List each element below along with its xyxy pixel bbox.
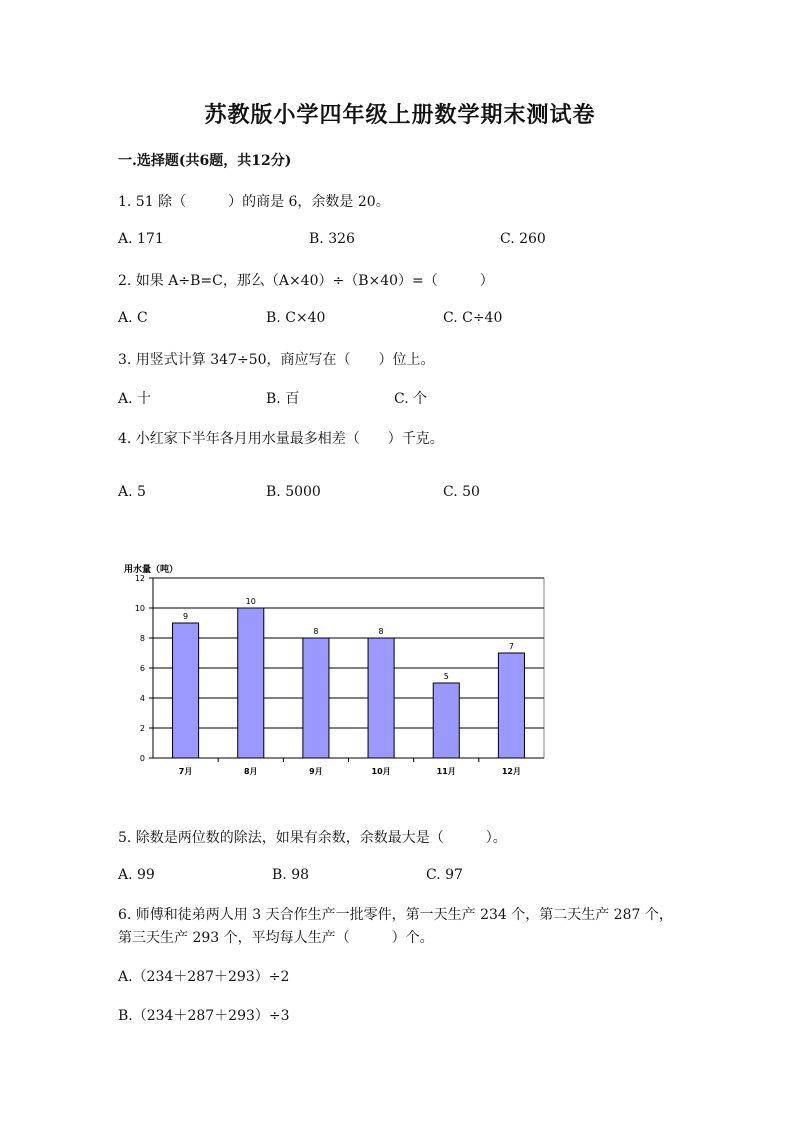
q5-option-b: B. 98 (272, 867, 310, 883)
chart-y-tick-label: 6 (139, 664, 145, 673)
chart-y-tick-label: 8 (139, 634, 145, 643)
chart-bar (368, 638, 394, 758)
q4-option-b: B. 5000 (266, 484, 321, 500)
question-1: 1. 51 除（ ）的商是 6，余数是 20。 (118, 194, 390, 210)
chart-x-tick-label: 10月 (371, 767, 391, 776)
question-3: 3. 用竖式计算 347÷50，商应写在（ ）位上。 (118, 352, 435, 368)
q2-option-a: A. C (118, 310, 148, 326)
chart-x-tick-label: 7月 (178, 767, 193, 776)
question-6: 6. 师傅和徒弟两人用 3 天合作生产一批零件，第一天生产 234 个，第二天生产 287 个，第三天生产 293 个，平均每人生产（ ）个。 (118, 907, 673, 946)
water-usage-chart (112, 560, 552, 786)
q6-option-a: A.（234＋287＋293）÷2 (118, 969, 290, 985)
chart-y-tick-label: 12 (134, 574, 145, 583)
chart-data-label: 5 (443, 672, 449, 681)
chart-y-axis-label: 用水量（吨） (124, 565, 179, 575)
q2-option-c: C. C÷40 (443, 310, 503, 326)
q4-option-a: A. 5 (118, 484, 146, 500)
question-2: 2. 如果 A÷B=C，那么（A×40）÷（B×40）=（ ） (118, 273, 494, 289)
q4-option-c: C. 50 (443, 484, 480, 500)
chart-bar (238, 608, 264, 758)
question-5: 5. 除数是两位数的除法，如果有余数，余数最大是（ ）。 (118, 830, 507, 846)
q6-option-b: B.（234＋287＋293）÷3 (118, 1008, 290, 1024)
chart-bar (433, 683, 459, 758)
chart-bar (303, 638, 329, 758)
chart-data-label: 8 (313, 627, 319, 636)
chart-data-label: 8 (378, 627, 384, 636)
chart-data-label: 10 (245, 597, 256, 606)
q3-option-c: C. 个 (394, 391, 428, 407)
chart-x-tick-label: 11月 (436, 767, 456, 776)
q1-option-c: C. 260 (500, 231, 546, 247)
chart-y-tick-label: 10 (134, 604, 145, 613)
chart-bar (173, 623, 199, 758)
chart-x-tick-label: 8月 (243, 767, 258, 776)
chart-bar (498, 653, 524, 758)
q5-option-a: A. 99 (118, 867, 155, 883)
chart-data-label: 7 (508, 642, 514, 651)
chart-data-label: 9 (183, 612, 189, 621)
q1-option-a: A. 171 (118, 231, 164, 247)
q5-option-c: C. 97 (426, 867, 463, 883)
chart-x-tick-label: 9月 (309, 767, 323, 776)
chart-y-tick-label: 2 (139, 724, 145, 733)
q1-option-b: B. 326 (309, 231, 355, 247)
q3-option-a: A. 十 (118, 391, 152, 407)
section-heading: 一.选择题(共6题，共12分) (118, 153, 292, 169)
q2-option-b: B. C×40 (266, 310, 326, 326)
question-4: 4. 小红家下半年各月用水量最多相差（ ）千克。 (118, 431, 444, 447)
page-title: 苏教版小学四年级上册数学期末测试卷 (204, 102, 596, 128)
chart-y-tick-label: 0 (139, 754, 145, 763)
q3-option-b: B. 百 (266, 391, 300, 407)
chart-x-tick-label: 12月 (501, 767, 521, 776)
chart-y-tick-label: 4 (139, 694, 145, 703)
